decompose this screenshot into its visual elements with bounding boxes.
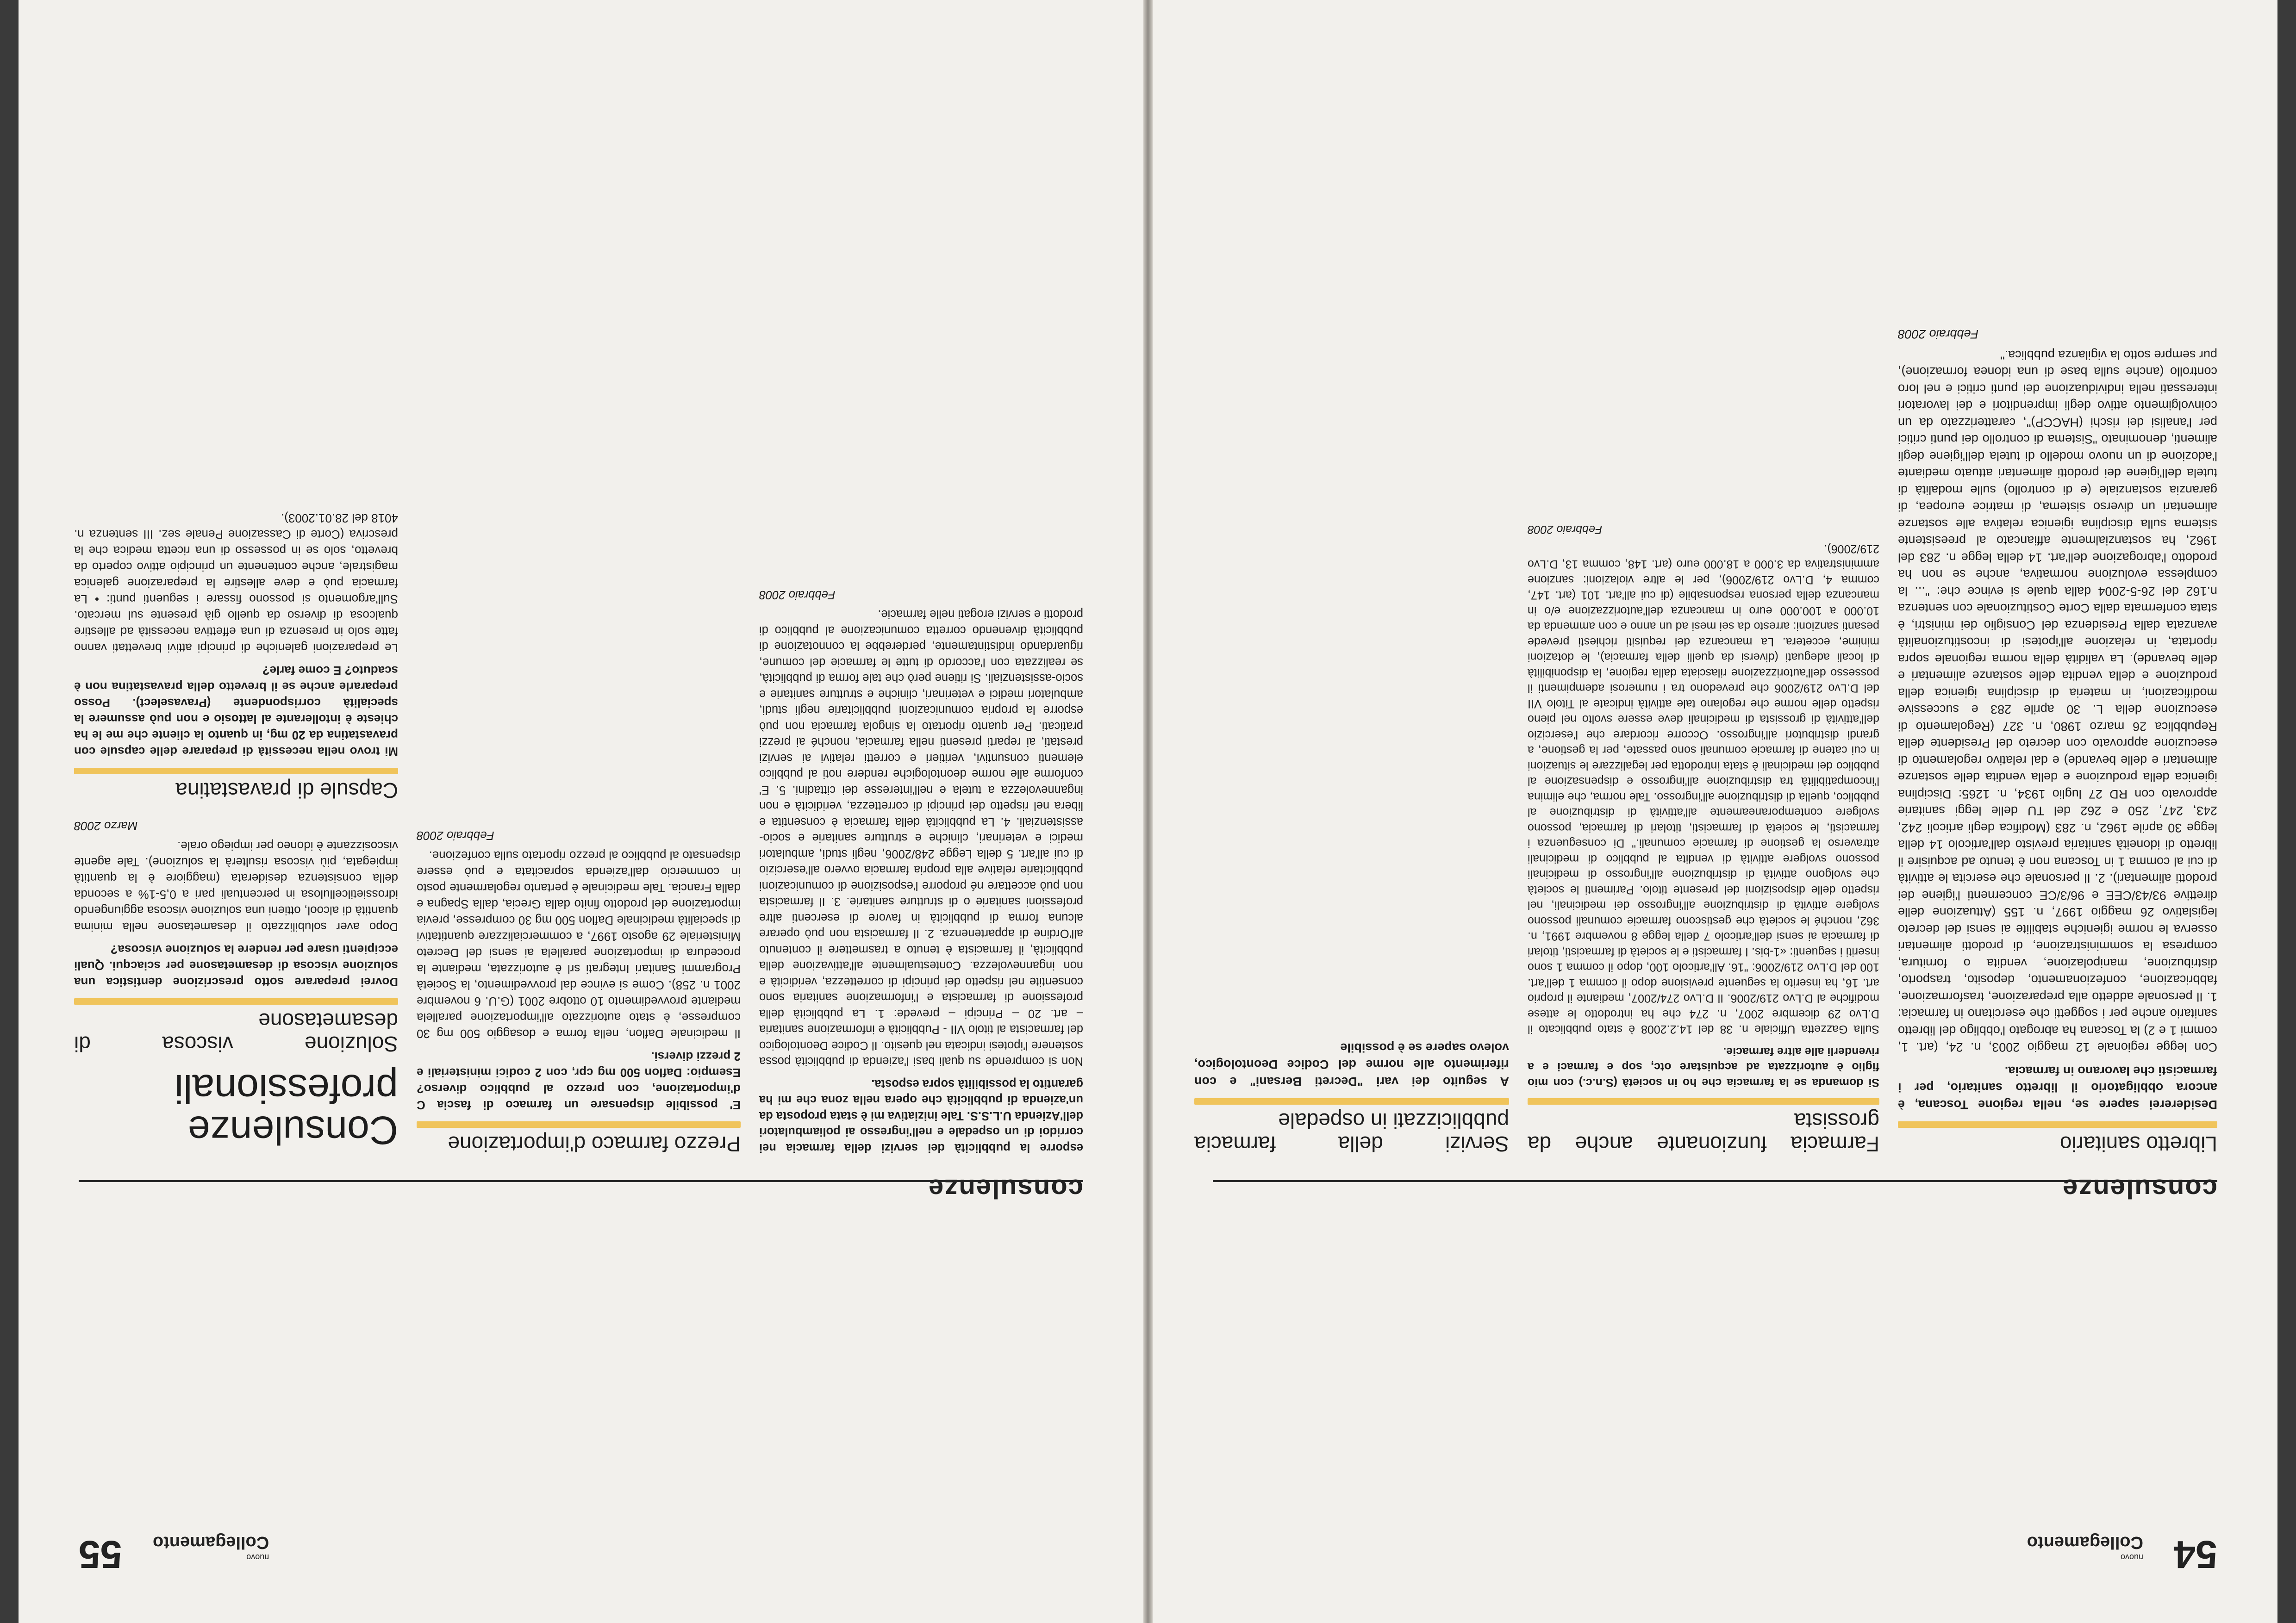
article-date: Febbraio 2008 bbox=[759, 588, 836, 601]
page-header bbox=[1153, 1526, 2277, 1577]
article-title: Servizi della farmacia pubblicizzati in ospedale bbox=[1194, 1109, 1509, 1156]
brand-name: Collegamento bbox=[2027, 1533, 2143, 1552]
article-answer: Non si comprende su quali basi l'azienda di pubblicità possa sostenere l'ipotesi indicata nel quesito. Il Codice Deontologico del farmacista al titolo VII - Pubblicità e informazione sanitaria – art. 20 – Principi – prevede: 1. La pubblicità della professione di farmacista e l'informazione sanitaria sono consentite nel rispetto dei principi di correttezza, veridicità e non ingannevolezza. Contestualmente all'attivazione della pubblicità, il farmacista è tenuto a trasmettere il contenuto all'Ordine di appartenenza. 2. Il farmacista non può operare alcuna forma di pubblicità in favore di esercenti altre professioni sanitarie o di strutture sanitarie. 3. Il farmacista non può accettare né proporre l'esposizione di comunicazioni pubblicitarie relative alla propria farmacia ovvero all'esercizio di cui all'art. 5 della Legge 248/2006, negli studi, ambulatori medici e veterinari, cliniche e strutture sanitarie e socio-assistenziali. 4. La pubblicità della farmacia è consentita e libera nel rispetto dei principi di correttezza, veridicità e non ingannevolezza a tutela e nell'interesse dei cittadini. 5. E' conforme alle norme deontologiche rendere noti al pubblico elementi consuntivi, veritieri e corretti relativi ai servizi prestati, ai reparti presenti nella farmacia, nonché ai prezzi praticati. Per quanto riportato la singola farmacia non può esporre la propria comunicazioni pubblicitarie negli studi, ambulatori medici e veterinari, cliniche e strutture sanitarie e socio-assistenziali. Si ritiene però che tale forma di pubblicità, se realizzata con l'accordo di tutte le farmacie del comune, riguardando indistintamente, perderebbe la connotazione di pubblicità divenendo corretta comunicazione al pubblico di prodotti e servizi erogati nelle farmacie. bbox=[759, 608, 1083, 1068]
page-number: 55 bbox=[79, 1533, 122, 1576]
article-servizi-continued bbox=[759, 587, 1083, 1156]
article-libretto bbox=[1898, 326, 2217, 1156]
article-prezzo bbox=[417, 827, 741, 1156]
article-answer: Dopo aver solubilizzato il desametasone nella minima quantità di alcool, ottieni una soluzione viscosa aggiungendo idrossietilcellulosa in percentuali pari a 0,5-1% a seconda della consistenza desiderata (maggiore è la quantità impiegata, più viscosa risulterà la soluzione). Tale agente viscosizzante è idoneo per impiego orale. bbox=[74, 839, 398, 934]
title-underline bbox=[74, 998, 398, 1005]
column-2 bbox=[1528, 506, 1879, 1156]
page-55 bbox=[19, 0, 1143, 1623]
article-pravastatina bbox=[74, 510, 398, 802]
article-servizi bbox=[1194, 1039, 1509, 1156]
article-desametasone bbox=[74, 818, 398, 1056]
article-title: Libretto sanitario bbox=[2059, 1132, 2217, 1156]
title-underline bbox=[1194, 1098, 1509, 1105]
brand-logo bbox=[2027, 1532, 2143, 1562]
article-question: esporre la pubblicità dei servizi della farmacia nei corridoi di un ospedale e nell'ingresso ai poliambulatori dell'Azienda U.L.S.S. Tale iniziativa mi è stata proposta da un'azienda di pubblicità che opera nella zona che mi ha garantito la possibilità sopra esposta. bbox=[759, 1077, 1083, 1154]
article-date: Febbraio 2008 bbox=[417, 829, 494, 843]
page-54 bbox=[1153, 0, 2277, 1623]
title-underline bbox=[417, 1121, 741, 1128]
article-grossista bbox=[1528, 522, 1879, 1156]
brand-logo bbox=[153, 1532, 269, 1562]
brand-sub: nuovo bbox=[246, 1553, 269, 1562]
title-underline bbox=[1898, 1121, 2217, 1128]
article-date: Marzo 2008 bbox=[74, 819, 138, 833]
brand-sub: nuovo bbox=[2120, 1553, 2143, 1562]
article-question: Si domanda se la farmacia che ho in società (S.n.c.) con mio figlio è autorizzata ad acquistare otc, sop e farmaci e a rivenderli alle altre farmacie. bbox=[1528, 1045, 1879, 1089]
page-header bbox=[19, 1526, 1143, 1577]
title-underline bbox=[1528, 1098, 1879, 1105]
article-title: Farmacia funzionante anche da grossista bbox=[1528, 1109, 1879, 1156]
article-title: Prezzo farmaco d'importazione bbox=[448, 1132, 741, 1156]
column-2 bbox=[417, 812, 741, 1156]
column-3 bbox=[74, 494, 398, 1156]
book-gutter bbox=[1143, 0, 1153, 1623]
column-3 bbox=[1194, 1024, 1509, 1156]
section-label: consulenze bbox=[928, 1174, 1083, 1204]
article-question: Mi trovo nella necessità di preparare delle capsule con pravastatina da 20 mg, in quanto la cliente che me le ha chieste è intollerante al lattosio e non può assumere la specialità corrispondente (Pravaselect). Posso prepararle anche se il brevetto della pravastatina non è scaduto? E come farle? bbox=[74, 664, 398, 759]
article-date: Febbraio 2008 bbox=[1528, 523, 1603, 536]
title-underline bbox=[74, 768, 398, 774]
article-title: Capsule di pravastatina bbox=[175, 778, 398, 802]
section-bar bbox=[79, 1174, 1083, 1204]
page-number: 54 bbox=[2174, 1533, 2217, 1576]
article-question: E' possibile dispensare un farmaco di fascia C d'importazione, con prezzo al pubblico diverso? Esempio: Daflon 500 mg cpr, con 2 codici ministeriali e 2 prezzi diversi. bbox=[417, 1050, 741, 1112]
article-answer: Sulla Gazzetta Ufficiale n. 38 del 14.2.2008 è stato pubblicato il D.Lvo 29 dicembre 2007, n. 274 che ha introdotto le attese modifiche al D.Lvo 219/2006. Il D.Lvo 274/2007, mediante il proprio art. 16, ha inserito la seguente previsione dopo il comma 1 dell'art. 100 del D.Lvo 219/2006: "16. All'articolo 100, dopo il comma 1 sono inseriti i seguenti: «1-bis. I farmacisti e le società di farmacisti, titolari di farmacia ai sensi dell'articolo 7 della legge 8 novembre 1991, n. 362, nonché le società che gestiscono farmacie comunali possono svolgere attività di distribuzione all'ingrosso dei medicinali, nel rispetto delle disposizioni del presente titolo. Parimenti le società che svolgono attività di distribuzione all'ingrosso di medicinali possono svolgere attività di vendita al pubblico di medicinali attraverso la gestione di farmacie comunali." Di conseguenza i farmacisti, le società di farmacisti, titolari di farmacia, possono svolgere contemporaneamente all'attività di distribuzione al pubblico, quella di distribuzione all'ingrosso. Tale norma, che elimina l'incompatibilità tra distribuzione all'ingrosso e dispensazione al pubblico dei medicinali è stata introdotta per legalizzare le situazioni in cui catene di farmacie comunali sono passate, per la gestione, a grandi distributori all'ingrosso. Occorre ricordare che l'esercizio dell'attività di grossista di medicinali deve essere svolto nel pieno rispetto delle norme che regolano tale attività indicate al Titolo VII del D.Lvo 219/2006 che prevedono tra i numerosi adempimenti il possesso dell'autorizzazione rilasciata dalla regione, la disponibilità di locali adeguati (diversi da quelli della farmacia), le dotazioni minime, eccetera. La mancanza dei requisiti richiesti prevede pesanti sanzioni: arresto da sei mesi ad un anno e con ammenda da 10.000 a 100.000 euro in mancanza dell'autorizzazione e/o in mancanza della persona responsabile (di cui all'art. 101 (art. 147, comma 4, D.Lvo 219/2006), per le altre violazioni: sanzione amministrativa da 3.000 a 18.000 euro (art. 148, comma 13, D.Lvo 219/2006). bbox=[1528, 542, 1879, 1036]
column-1 bbox=[1898, 310, 2217, 1156]
article-question: Dovrei preparare sotto prescrizione dentistica una soluzione viscosa di desametasone per sciacqui. Quali eccipienti usare per rendere la soluzione viscosa? bbox=[74, 943, 398, 989]
article-answer: Le preparazioni galeniche di principi attivi brevettati vanno fatte solo in presenza di una effettiva necessità ad allestire qualcosa di diverso da quello già presente sul mercato. Sull'argomento si possono fissare i seguenti punti: • La farmacia può e deve allestire la preparazione galenica magistrale, anche contenente un principio attivo coperto da brevetto, solo se in possesso di una ricetta medica che la prescriva (Corte di Cassazione Penale sez. III sentenza n. 4018 del 28.01.2003). bbox=[74, 511, 398, 655]
column-1 bbox=[759, 571, 1083, 1156]
article-question: Desidererei sapere se, nella regione Toscana, è ancora obbligatorio il libretto sanitario, per i farmacisti che lavorano in farmacia. bbox=[1898, 1064, 2217, 1112]
article-answer: Il medicinale Daflon, nella forma e dosaggio 500 mg 30 compresse, è stato autorizzato all'importazione parallela mediante provvedimento 10 ottobre 2001 (G.U. 6 novembre 2001 n. 258). Come si evince dal provvedimento, la Società Programmi Sanitari Integrati srl è autorizzata, mediante la procedura di importazione parallela ai sensi del Decreto Ministeriale 29 agosto 1997, a commercializzare quantitativi di specialità medicinale Daflon 500 mg 30 compresse, previa importazione del prodotto finito dalla Grecia, dalla Spagna e dalla Francia. Tale medicinale è pertanto regolarmente posto in commercio dall'azienda sopracitata e può essere dispensato al pubblico al prezzo riportato sulla confezione. bbox=[417, 849, 741, 1041]
section-heading: Consulenze professionali bbox=[175, 1066, 398, 1152]
article-date: Febbraio 2008 bbox=[1898, 327, 1979, 342]
article-question: A seguito dei vari "Decreti Bersani" e con riferimento alle norme del Codice Deontologico, volevo sapere se è possibile bbox=[1194, 1041, 1509, 1088]
section-bar bbox=[1213, 1174, 2217, 1204]
article-answer: Con legge regionale 12 maggio 2003, n. 24, (art. 1, commi 1 e 2) la Toscana ha abrogato l'obbligo del libretto sanitario anche per i soggetti che esercitano in farmacia: 1. Il personale addetto alla preparazione, trasformazione, fabbricazione, confezionamento, deposito, trasporto, distribuzione, manipolazione, vendita o fornitura, compresa la somministrazione, di prodotti alimentari osserva le norme igieniche stabilite ai sensi del decreto legislativo 26 maggio 1997, n. 155 (Attuazione delle direttive 93/43/CEE e 96/3/CE concernenti l'igiene dei prodotti alimentari). 2. Il personale che esercita le attività di cui al comma 1 in Toscana non è tenuto ad acquisire il libretto di idoneità sanitaria previsto dall'articolo 14 della legge 30 aprile 1962, n. 283 (Modifica degli articoli 242, 243, 247, 250 e 262 del TU delle leggi sanitarie approvato con RD 27 luglio 1934, n. 1265: Disciplina igienica della produzione e della vendita delle sostanze alimentari e delle bevande) e dal relativo regolamento di esecuzione approvato con decreto del Presidente della Repubblica 26 marzo 1980, n. 327 (Regolamento di esecuzione della L. 30 aprile 283 e successive modificazioni, in materia di disciplina igienica della produzione e della vendita delle sostanze alimentari e delle bevande). La validità della norma regionale sopra riportata, in relazione all'ipotesi di incostituzionalità avanzata dalla Presidenza del Consiglio dei ministri, è stata confermata dalla Corte Costituzionale con sentenza n.162 del 26-5-2004 dalla quale si evince che: "... la complessa evoluzione normativa, anche se non ha prodotto l'abrogazione dell'art. 14 della legge n. 283 del 1962, ha sostanzialmente affiancato al preesistente sistema sulla disciplina igienica relativa alle sostanze alimentari un diverso sistema, di matrice europea, di garanzia sostanziale (e di controllo) sulle modalità di tutela dell'igiene dei prodotti alimentari attuato mediante l'adozione di un nuovo modello di tutela dell'igiene degli alimenti, denominato "Sistema di controllo dei punti critici per l'analisi dei rischi (HACCP)", caratterizzato da un coinvolgimento attivo degli imprenditori e dei lavoratori interessati nella individuazione dei punti critici e nel loro controllo (anche sulla base di una idonea formazione), pur sempre sotto la vigilanza pubblica." bbox=[1898, 348, 2217, 1055]
section-label: consulenze bbox=[2062, 1174, 2217, 1204]
brand-name: Collegamento bbox=[153, 1533, 269, 1552]
article-title: Soluzione viscosa di desametasone bbox=[74, 1009, 398, 1056]
